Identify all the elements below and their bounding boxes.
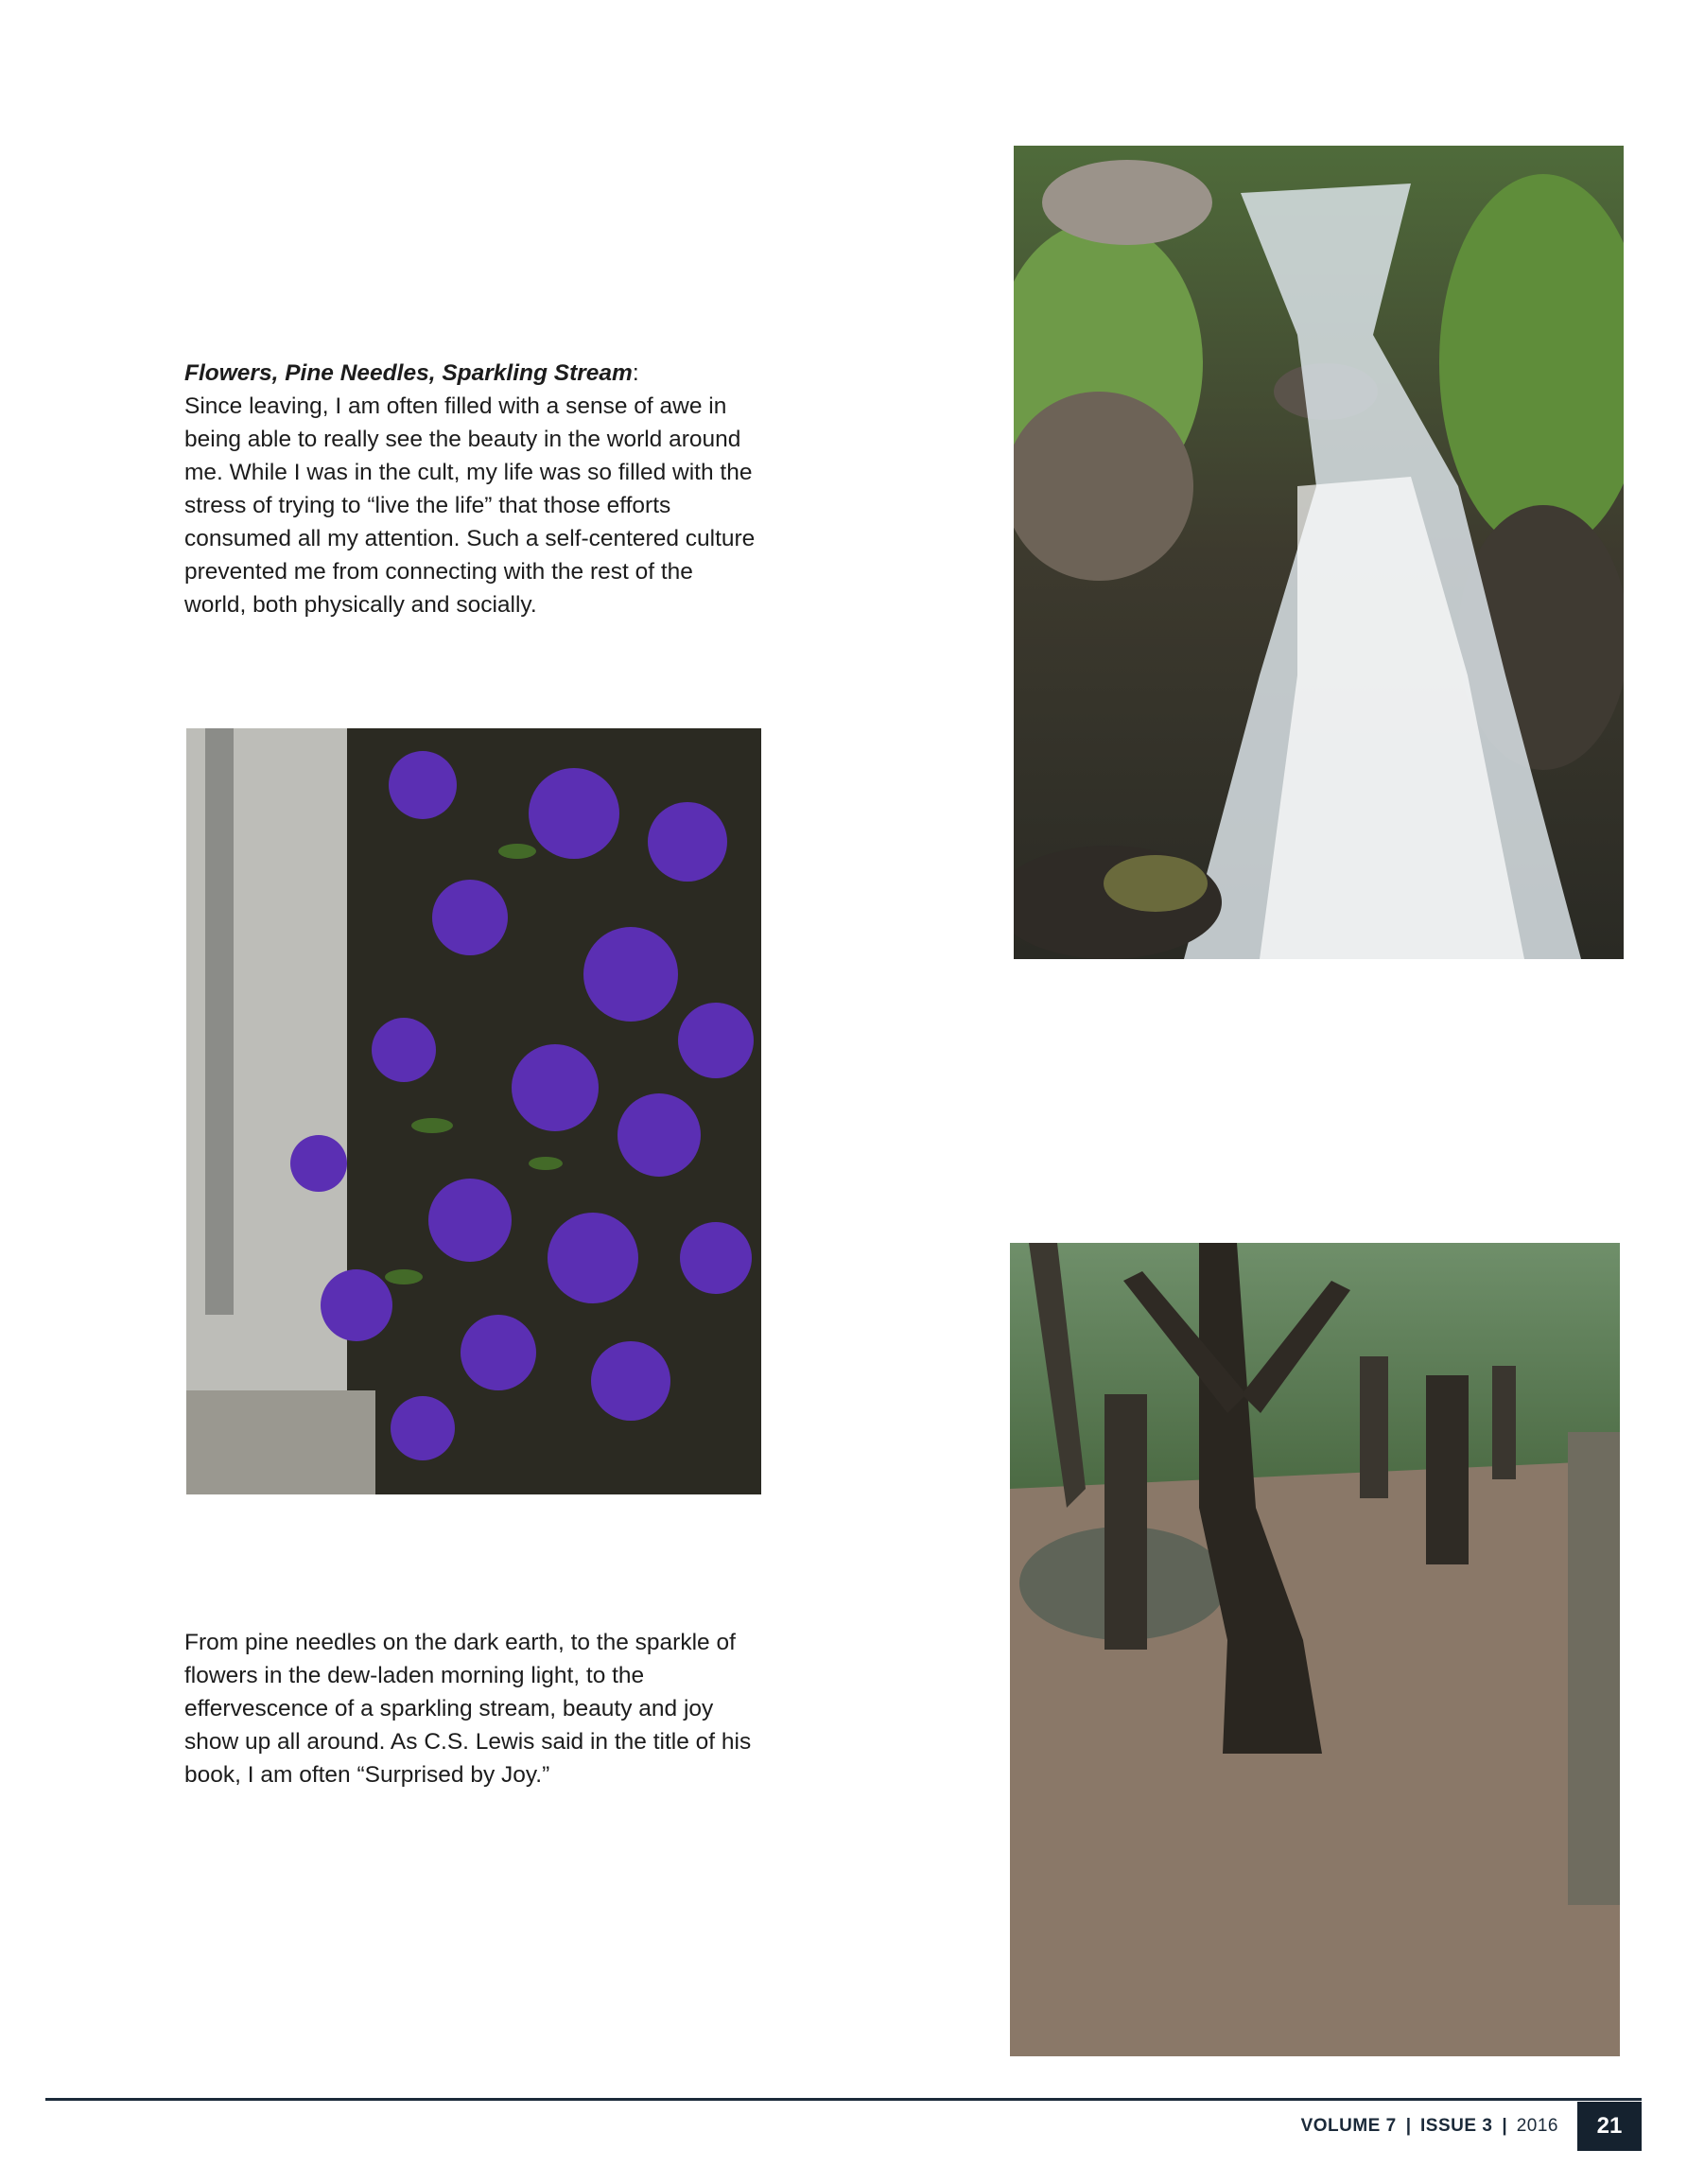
intro-paragraph bbox=[184, 357, 761, 390]
waterfall-image bbox=[1014, 146, 1624, 959]
closing-body: From pine needles on the dark earth, to the sparkle of flowers in the dew-laden morning light, to the effervescence of a sparkling stream, beauty and joy show up all around. As C.S. Lewis said in the title of his book, I am often “Surprised by Joy.” bbox=[184, 1630, 752, 1788]
year-label: 2016 bbox=[1516, 2116, 1558, 2136]
intro-heading: Flowers, Pine Needles, Sparkling Stream bbox=[184, 360, 633, 386]
pines-image bbox=[1010, 1243, 1620, 2056]
footer bbox=[1301, 2102, 1642, 2151]
waterfall-photo bbox=[1014, 146, 1624, 959]
footer-rule bbox=[45, 2098, 1642, 2101]
footer-separator: | bbox=[1405, 2116, 1412, 2136]
intro-text bbox=[184, 357, 761, 621]
purple-flowers-photo bbox=[186, 728, 761, 1494]
volume-label: VOLUME 7 bbox=[1300, 2116, 1397, 2136]
closing-text bbox=[184, 1626, 761, 1791]
page-number: 21 bbox=[1577, 2102, 1642, 2151]
intro-heading-colon: : bbox=[632, 360, 639, 386]
pine-trees-photo bbox=[1010, 1243, 1620, 2056]
issue-label: ISSUE 3 bbox=[1420, 2116, 1493, 2136]
footer-separator: | bbox=[1502, 2116, 1507, 2136]
intro-body: Since leaving, I am often filled with a sense of awe in being able to really see the beauty in the world around me. While I was in the cult, my life was so filled with the stress of trying to “live the life” that those efforts consumed all my attention. Such a self-centered culture prevented me from connecting with the rest of the world, both physically and socially. bbox=[184, 393, 756, 618]
flowers-image bbox=[186, 728, 761, 1494]
